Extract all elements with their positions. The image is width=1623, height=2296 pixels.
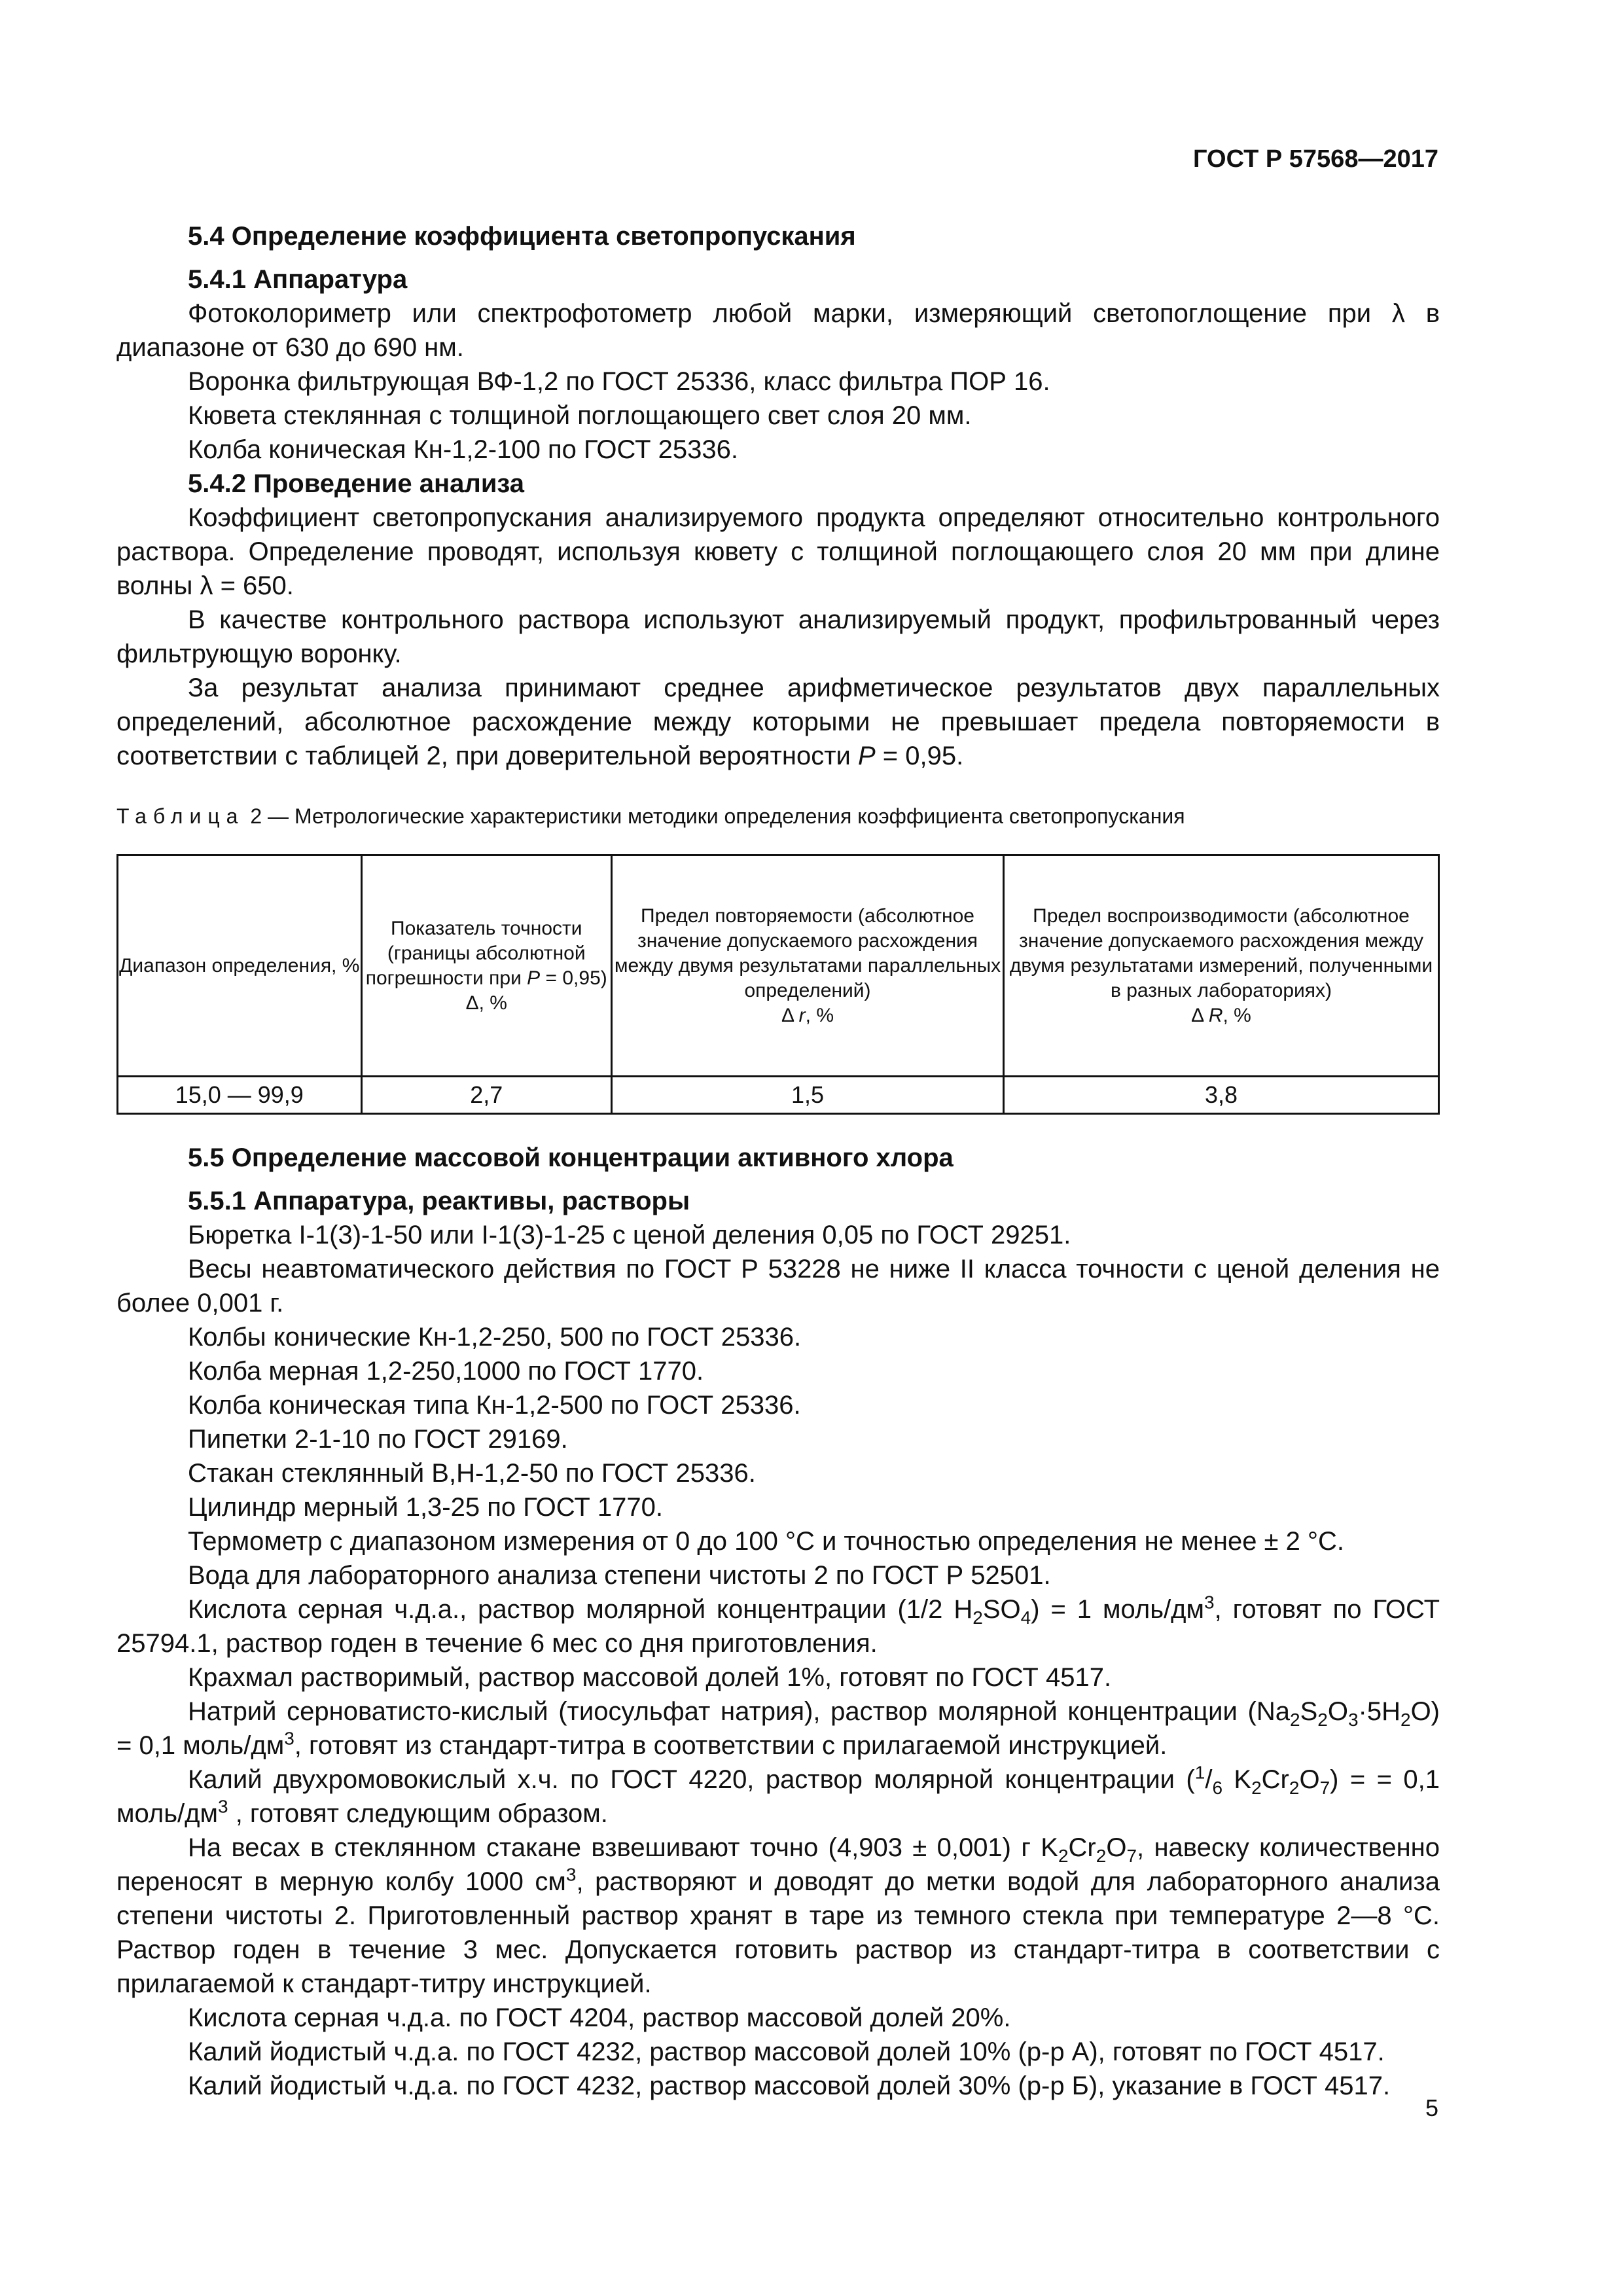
list-item: Крахмал растворимый, раствор массовой долей 1%, готовят по ГОСТ 4517. (188, 1663, 1112, 1692)
list-item-dichromate: Калий двухромовокислый х.ч. по ГОСТ 4220, раствор молярной концентрации ($^1/_6$ $K_2Cr_2O_7$) = = 0,1 моль/$дм^3$ , готовят следующим образом. (116, 1762, 1440, 1828)
list-item: Пипетки 2-1-10 по ГОСТ 29169. (188, 1425, 568, 1454)
table-cell: 2,7 (361, 1077, 611, 1114)
paragraph: За результат анализа принимают среднее арифметическое результатов двух параллельных определений, абсолютное расхождение между которыми не превышает предела повторяемости в соответствии с таблицей 2, при доверительной вероятности P = 0,95. (116, 673, 1440, 770)
paragraph: В качестве контрольного раствора используют анализируемый продукт, профильтрованный через фильтрующую воронку. (116, 605, 1440, 668)
list-item: Весы неавтоматического действия по ГОСТ Р 53228 не ниже II класса точности с ценой деления не более 0,001 г. (116, 1255, 1440, 1318)
list-item: Калий йодистый ч.д.а. по ГОСТ 4232, раствор массовой долей 10% (р-р А), готовят по ГОСТ 4517. (188, 2037, 1385, 2066)
table-caption: Таблица 2 — Метрологические характеристики методики определения коэффициента светопропускания (116, 804, 1185, 828)
table-header-cell: Предел повторяемости (абсолютное значение допускаемого расхождения между двумя результатами параллельных определений) Δ r, % (612, 855, 1004, 1077)
paragraph: Колба коническая Кн-1,2-100 по ГОСТ 25336. (188, 435, 738, 464)
table-cell: 1,5 (612, 1077, 1004, 1114)
list-item: Стакан стеклянный В,Н-1,2-50 по ГОСТ 25336. (188, 1459, 756, 1488)
table-header-cell: Диапазон определения, % (118, 855, 362, 1077)
document-header-id: ГОСТ Р 57568—2017 (1193, 145, 1438, 173)
paragraph-preparation: На весах в стеклянном стакане взвешивают точно (4,903 ± 0,001) г $K_2Cr_2O_7$, навеску количественно переносят в мерную колбу 1000 $см^3$, растворяют и доводят до метки водой для лабораторного анализа степени чистоты 2. Приготовленный раствор хранят в таре из темного стекла при температуре 2—8 °С. Раствор годен в течение 3 мес. Допускается готовить раствор из стандарт-титра в соответствии с прилагаемой к стандарт-титру инструкцией. (116, 1833, 1440, 1998)
section-5-5-title: 5.5 Определение массовой концентрации активного хлора (188, 1143, 954, 1172)
list-item: Бюретка I-1(3)-1-50 или I-1(3)-1-25 с ценой деления 0,05 по ГОСТ 29251. (188, 1221, 1071, 1249)
paragraph: Воронка фильтрующая ВФ-1,2 по ГОСТ 25336, класс фильтра ПОР 16. (188, 367, 1050, 396)
list-item: Колбы конические Кн-1,2-250, 500 по ГОСТ 25336. (188, 1323, 802, 1352)
list-item: Калий йодистый ч.д.а. по ГОСТ 4232, раствор массовой долей 30% (р-р Б), указание в ГОСТ 4517. (188, 2072, 1391, 2100)
table-row (118, 1077, 1439, 1114)
table-header-row (118, 855, 1439, 1077)
list-item-thiosulfate: Натрий серноватисто-кислый (тиосульфат натрия), раствор молярной концентрации $(Na_2S_2O_3\cdot 5H_2O) = 0,1$ моль/$дм^3$, готовят из стандарт-титра в соответствии с прилагаемой инструкцией. (116, 1697, 1440, 1760)
page-number: 5 (1425, 2094, 1438, 2121)
section-5-4-title: 5.4 Определение коэффициента светопропускания (188, 222, 856, 251)
table-header-cell: Предел воспроизводимости (абсолютное значение допускаемого расхождения между двумя результатами измерений, полученными в разных лабораториях) Δ R, % (1003, 855, 1438, 1077)
paragraph: Кювета стеклянная с толщиной поглощающего свет слоя 20 мм. (188, 401, 972, 430)
list-item: Термометр с диапазоном измерения от 0 до 100 °С и точностью определения не менее ± 2 °С. (188, 1527, 1344, 1556)
section-5-4-1-title: 5.4.1 Аппаратура (188, 265, 408, 294)
list-item: Колба коническая типа Кн-1,2-500 по ГОСТ 25336. (188, 1391, 801, 1420)
list-item: Цилиндр мерный 1,3-25 по ГОСТ 1770. (188, 1493, 663, 1522)
section-5-4-2-title: 5.4.2 Проведение анализа (188, 469, 525, 498)
section-5-5-1-title: 5.5.1 Аппаратура, реактивы, растворы (188, 1187, 690, 1215)
list-item: Колба мерная 1,2-250,1000 по ГОСТ 1770. (188, 1357, 704, 1386)
table-cell: 15,0 — 99,9 (118, 1077, 362, 1114)
list-item: Кислота серная ч.д.а. по ГОСТ 4204, раствор массовой долей 20%. (188, 2003, 1011, 2032)
list-item-sulfuric-acid: Кислота серная ч.д.а., раствор молярной концентрации (1/2 $H_2SO_4) = 1$ моль/$дм^3$, готовят по ГОСТ 25794.1, раствор годен в течение 6 мес со дня приготовления. (116, 1592, 1440, 1658)
metrology-table (116, 854, 1440, 1115)
paragraph: Коэффициент светопропускания анализируемого продукта определяют относительно контрольного раствора. Определение проводят, используя кювету с толщиной поглощающего слоя 20 мм при длине волны λ = 650. (116, 503, 1440, 600)
paragraph: Фотоколориметр или спектрофотометр любой марки, измеряющий светопоглощение при λ в диапазоне от 630 до 690 нм. (116, 299, 1440, 362)
document-body (116, 219, 1440, 2103)
list-item: Вода для лабораторного анализа степени чистоты 2 по ГОСТ Р 52501. (188, 1561, 1051, 1590)
table-cell: 3,8 (1003, 1077, 1438, 1114)
table-header-cell: Показатель точности (границы абсолютной погрешности при P = 0,95) Δ, % (361, 855, 611, 1077)
